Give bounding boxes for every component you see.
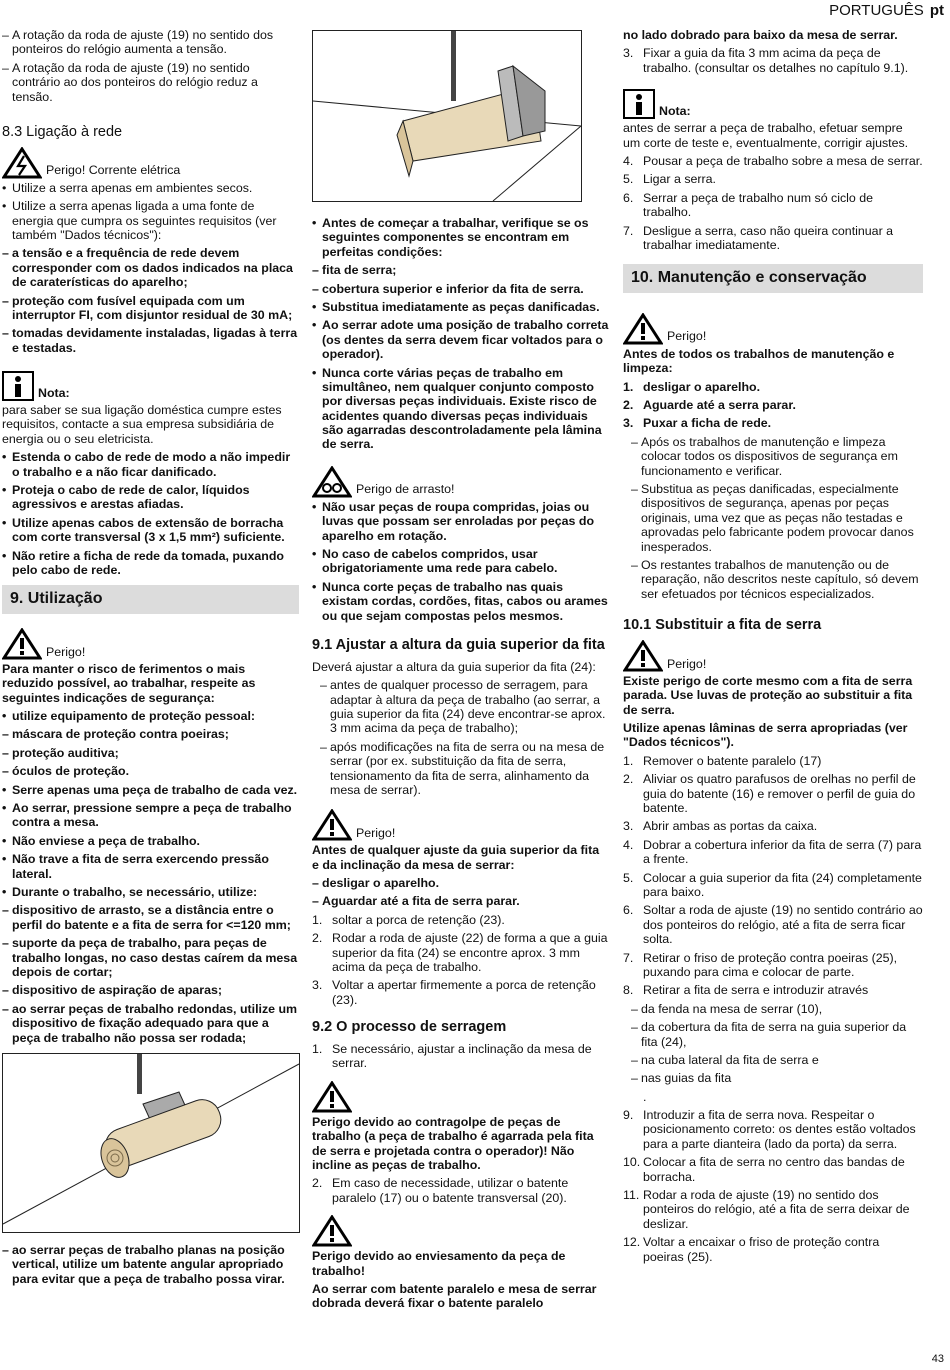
column-left — [2, 28, 299, 1290]
list-item: • Nunca corte várias peças de trabalho em simultâneo, nem qualquer conjunto composto por diversas peças individuais. Existe risco de acidentes quando diversas peças individuais são agarradas descontroladamente pela lâmina de serra. — [312, 366, 609, 452]
list-item: – A rotação da roda de ajuste (19) no sentido dos ponteiros do relógio aumenta a tensão. — [2, 28, 299, 57]
list-item: • Ao serrar, pressione sempre a peça de trabalho contra a mesa. — [2, 801, 299, 830]
header-language: PORTUGUÊS — [829, 2, 924, 19]
list-item: • Estenda o cabo de rede de modo a não impedir o trabalho e a não ficar danificado. — [2, 450, 299, 479]
list-item: – a tensão e a frequência de rede devem corresponder com os dados indicados na placa de caraterísticas do aparelho; — [2, 246, 299, 289]
section-10-1-title: 10.1 Substituir a fita de serra — [623, 617, 822, 634]
list-item: – da cobertura da fita de serra na guia superior da fita (24), — [623, 1020, 923, 1049]
list-item: – cobertura superior e inferior da fita de serra. — [312, 282, 609, 296]
step: 2. Rodar a roda de ajuste (22) de forma a que a guia superior da fita (24) se encontre aprox. 3 mm acima da peça de trabalho. — [312, 931, 608, 975]
list-item: – proteção com fusível equipada com um interruptor FI, com disjuntor residual de 30 mA; — [2, 294, 299, 323]
list-item: • utilize equipamento de proteção pessoal: — [2, 709, 299, 723]
list-item: • Não usar peças de roupa compridas, joias ou luvas que possam ser enroladas por peças do aparelho em rotação. — [312, 500, 609, 543]
note-block — [623, 89, 923, 119]
section-9-2-title: 9.2 O processo de serragem — [312, 1019, 507, 1036]
note-label: Nota: — [659, 103, 691, 118]
list-item: – óculos de proteção. — [2, 764, 299, 778]
warning-icon — [2, 628, 42, 660]
list-item: • Não trave a fita de serra exercendo pressão lateral. — [2, 852, 299, 881]
column-middle — [312, 28, 609, 1315]
warning-text: Perigo devido ao contragolpe de peças de trabalho (a peça de trabalho é agarrada pela fita de serra e projetada contra o operador)! Não incline as peças de trabalho. — [312, 1114, 594, 1172]
round-workpiece-illustration — [3, 1054, 299, 1232]
step: 1. desligar o aparelho. — [623, 379, 761, 394]
step: 3. Abrir ambas as portas da caixa. — [623, 819, 818, 834]
section-9-title: 9. Utilização — [2, 585, 299, 614]
list-item: – ao serrar peças de trabalho planas na posição vertical, utilize um batente angular apropriado para evitar que a peça de trabalho possa virar. — [2, 1243, 299, 1286]
note-text: antes de serrar a peça de trabalho, efetuar sempre um corte de teste e, eventualmente, corrigir ajustes. — [623, 121, 909, 150]
list-item: – A rotação da roda de ajuste (19) no sentido contrário ao dos ponteiros do relógio reduz a tensão. — [2, 61, 299, 104]
list-item: – nas guias da fita — [623, 1071, 923, 1085]
list-item: • Durante o trabalho, se necessário, utilize: — [2, 885, 299, 899]
warning-general — [623, 640, 923, 672]
list-item: • Utilize apenas cabos de extensão de borracha com corte transversal (3 x 1,5 mm²) suficiente. — [2, 516, 299, 545]
list-item: • Substitua imediatamente as peças danificadas. — [312, 300, 609, 314]
list-item: – suporte da peça de trabalho, para peças de trabalho longas, no caso destas caírem da mesa depois de cortar; — [2, 936, 299, 979]
warning-label: Perigo! — [667, 329, 707, 344]
list-item: • Não enviese a peça de trabalho. — [2, 834, 299, 848]
step: 10. Colocar a fita de serra no centro das bandas de borracha. — [623, 1155, 905, 1184]
step: 2. Em caso de necessidade, utilizar o batente paralelo (17) ou o batente transversal (20). — [312, 1176, 569, 1205]
warning-icon — [623, 313, 663, 345]
electric-warning-icon — [2, 147, 42, 179]
paragraph: Deverá ajustar a altura da guia superior da fita (24): — [312, 659, 596, 674]
step: 6. Soltar a roda de ajuste (19) no sentido contrário ao dos ponteiros do relógio, até a fita de serra ficar solta. — [623, 903, 923, 947]
paragraph: Para manter o risco de ferimentos o mais reduzido possível, ao trabalhar, respeite as seguintes indicações de segurança: — [2, 661, 256, 705]
list-item: . — [643, 1089, 647, 1104]
warning-entanglement — [312, 466, 609, 498]
warning-text: Perigo devido ao enviesamento da peça de trabalho! — [312, 1249, 566, 1278]
warning-general — [2, 628, 299, 660]
step: 8. Retirar a fita de serra e introduzir através — [623, 983, 869, 998]
list-item: • Utilize a serra apenas em ambientes secos. — [2, 181, 299, 195]
list-item: – ao serrar peças de trabalho redondas, utilize um dispositivo de fixação adequado para que a peça de trabalho não possa ser rodada; — [2, 1002, 299, 1045]
step: 12. Voltar a encaixar o friso de proteção contra poeiras (25). — [623, 1235, 880, 1264]
flat-workpiece-illustration — [313, 31, 581, 201]
step: 9. Introduzir a fita de serra nova. Respeitar o posicionamento correto: os dentes estão voltados para a parte dianteira (lado da porta) da serra. — [623, 1108, 916, 1151]
warning-kickback — [312, 1081, 609, 1113]
paragraph: Ao serrar com batente paralelo e mesa de serrar dobrada deverá fixar o batente paralelo — [312, 1281, 597, 1311]
step: 6. Serrar a peça de trabalho num só ciclo de trabalho. — [623, 190, 874, 220]
step: 5. Ligar a serra. — [623, 172, 717, 187]
list-item: • Ao serrar adote uma posição de trabalho correta (os dentes da serra devem ficar voltados para o operador). — [312, 318, 609, 361]
list-item: – proteção auditiva; — [2, 746, 299, 760]
list-item: • Utilize a serra apenas ligada a uma fonte de energia que cumpra os seguintes requisitos (ver também "Dados técnicos"): — [2, 199, 299, 242]
step: 1. soltar a porca de retenção (23). — [312, 912, 505, 927]
note-label: Nota: — [38, 385, 70, 400]
list-item: • Não retire a ficha de rede da tomada, puxando pelo cabo de rede. — [2, 549, 299, 578]
list-item: – Os restantes trabalhos de manutenção ou de reparação, não descritos neste capítulo, só devem ser efetuados por técnicos especializados. — [623, 558, 923, 601]
figure-flat-workpiece — [312, 30, 582, 202]
column-right — [623, 28, 923, 1268]
step: 1. Remover o batente paralelo (17) — [623, 753, 822, 768]
warning-label: Perigo! Corrente elétrica — [46, 163, 181, 178]
section-10-title: 10. Manutenção e conservação — [623, 264, 923, 293]
step: 3. Puxar a ficha de rede. — [623, 416, 772, 431]
list-item: – dispositivo de aspiração de aparas; — [2, 983, 299, 997]
warning-general — [623, 313, 923, 345]
list-item: • No caso de cabelos compridos, usar obrigatoriamente uma rede para cabelo. — [312, 547, 609, 576]
step: 2. Aliviar os quatro parafusos de orelhas no perfil de guia do batente (16) e remover o perfil de guia do batente. — [623, 772, 916, 816]
list-item: – Após os trabalhos de manutenção e limpeza colocar todos os dispositivos de segurança em funcionamento e verificar. — [623, 435, 923, 478]
header-language-code: pt — [929, 2, 944, 19]
list-item: • Proteja o cabo de rede de calor, líquidos agressivos e arestas afiadas. — [2, 483, 299, 512]
info-icon — [2, 371, 34, 401]
step: 4. Dobrar a cobertura inferior da fita de serra (7) para a frente. — [623, 837, 922, 867]
warning-electric — [2, 147, 299, 179]
list-item: – Substitua as peças danificadas, especialmente dispositivos de segurança, apenas por peças originais, uma vez que as peças não testadas e aprovadas pelo fabricante podem provocar danos inesperados. — [623, 482, 923, 554]
step: 11. Rodar a roda de ajuste (19) no sentido dos ponteiros do relógio, até a fita de serra deixar de deslizar. — [623, 1188, 910, 1231]
list-item: • Antes de começar a trabalhar, verifique se os seguintes componentes se encontram em perfeitas condições: — [312, 216, 609, 259]
list-item: – após modificações na fita de serra ou na mesa de serrar (por ex. substituição da fita de serra, tensionamento da fita de serra, alinhamento da mesa de serrar). — [312, 740, 609, 798]
paragraph: Utilize apenas lâminas de serra apropriadas (ver "Dados técnicos"). — [623, 721, 908, 750]
warning-icon — [312, 809, 352, 841]
paragraph: Antes de todos os trabalhos de manutenção e limpeza: — [623, 346, 895, 376]
figure-round-workpiece — [2, 1053, 300, 1233]
list-item: – tomadas devidamente instaladas, ligadas à terra e testadas. — [2, 326, 299, 355]
warning-icon — [312, 1081, 352, 1113]
list-item: – antes de qualquer processo de serragem, para adaptar à altura da peça de trabalho (ao serrar, a guia superior da fita (24) deve encontrar-se aprox. 3 mm acima da peça de trabalho); — [312, 678, 609, 736]
info-icon — [623, 89, 655, 119]
warning-label: Perigo de arrasto! — [356, 482, 455, 497]
step: 3. Fixar a guia da fita 3 mm acima da peça de trabalho. (consultar os detalhes no capítulo 9.1). — [623, 46, 909, 75]
section-9-1-title: 9.1 Ajustar a altura da guia superior da fita — [312, 636, 605, 653]
entanglement-warning-icon — [312, 466, 352, 498]
page-number: 43 — [931, 1353, 944, 1366]
note-text: para saber se sua ligação doméstica cumpre estes requisitos, contacte a sua empresa subsidiária de energia ou o seu eletricista. — [2, 403, 282, 446]
list-item: – Aguardar até a fita de serra parar. — [312, 894, 609, 908]
list-item: • Nunca corte peças de trabalho nas quais existam cordas, cordões, fitas, cabos ou arames ou que sejam compostas pelos mesmos. — [312, 580, 609, 623]
paragraph: Antes de qualquer ajuste da guia superior da fita e da inclinação da mesa de serrar: — [312, 843, 600, 872]
list-item: • Serre apenas uma peça de trabalho de cada vez. — [2, 783, 299, 797]
list-item: – da fenda na mesa de serrar (10), — [623, 1002, 923, 1016]
paragraph: Existe perigo de corte mesmo com a fita de serra parada. Use luvas de proteção ao substituir a fita de serra. — [623, 673, 913, 717]
warning-skew — [312, 1215, 609, 1247]
warning-general — [312, 809, 609, 841]
list-item: – máscara de proteção contra poeiras; — [2, 727, 299, 741]
step: 1. Se necessário, ajustar a inclinação da mesa de serrar. — [312, 1042, 592, 1071]
step: 2. Aguarde até a serra parar. — [623, 398, 796, 413]
list-item: – fita de serra; — [312, 263, 609, 277]
step: 7. Retirar o friso de proteção contra poeiras (25), puxando para cima e colocar de parte. — [623, 950, 898, 979]
list-item: – dispositivo de arrasto, se a distância entre o perfil do batente e a fita de serra for <=120 mm; — [2, 903, 299, 932]
warning-label: Perigo! — [667, 656, 707, 671]
section-8-3-title: 8.3 Ligação à rede — [2, 123, 123, 140]
page-header — [829, 2, 944, 19]
list-item: – na cuba lateral da fita de serra e — [623, 1053, 923, 1067]
step: 5. Colocar a guia superior da fita (24) completamente para baixo. — [623, 870, 922, 899]
step: 7. Desligue a serra, caso não queira continuar a trabalhar imediatamente. — [623, 223, 894, 252]
warning-icon — [623, 640, 663, 672]
list-item: – desligar o aparelho. — [312, 876, 609, 890]
step: 3. Voltar a apertar firmemente a porca de retenção (23). — [312, 978, 596, 1007]
warning-label: Perigo! — [356, 825, 396, 840]
paragraph: no lado dobrado para baixo da mesa de serrar. — [623, 28, 898, 42]
step: 4. Pousar a peça de trabalho sobre a mesa de serrar. — [623, 153, 923, 168]
note-block — [2, 371, 299, 401]
warning-icon — [312, 1215, 352, 1247]
warning-label: Perigo! — [46, 644, 86, 659]
